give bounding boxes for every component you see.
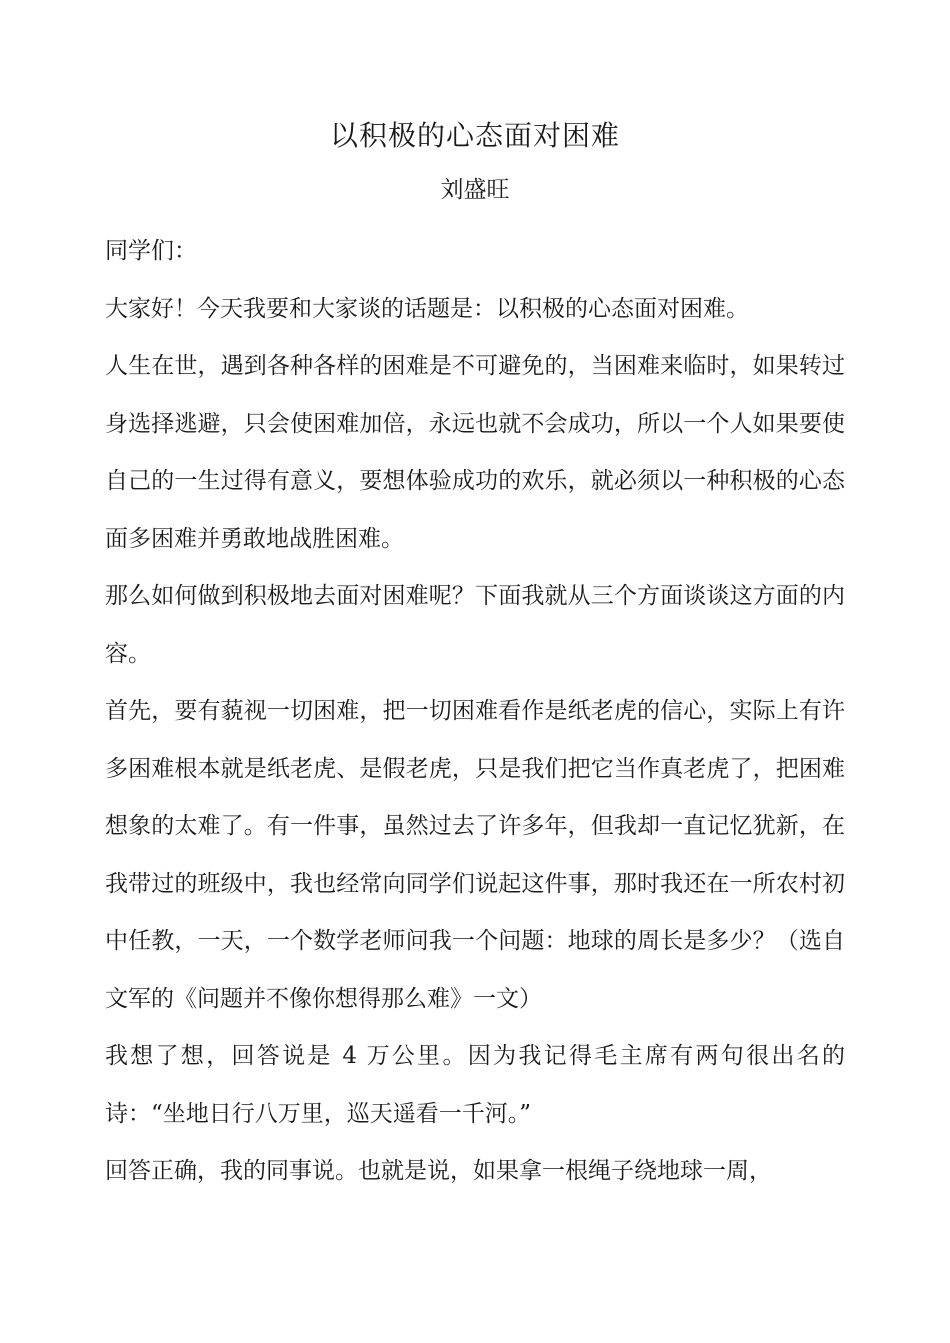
paragraph-answer: 我想了想，回答说是 4 万公里。因为我记得毛主席有两句很出名的诗：“坐地日行八万里，巡天遥看一千河。” <box>105 1043 845 1127</box>
document-author: 刘盛旺 <box>440 177 510 203</box>
paragraph-continuation: 回答正确，我的同事说。也就是说，如果拿一根绳子绕地球一周， <box>105 1158 772 1184</box>
paragraph-question: 那么如何做到积极地去面对困难呢？下面我就从三个方面谈谈这方面的内容。 <box>105 583 845 667</box>
paragraph-topic: 大家好！今天我要和大家谈的话题是：以积极的心态面对困难。 <box>105 295 749 322</box>
paragraph-greeting: 同学们： <box>105 238 197 264</box>
paragraph-intro: 人生在世，遇到各种各样的困难是不可避免的，当困难来临时，如果转过身选择逃避，只会使困难加倍，永远也就不会成功，所以一个人如果要使自己的一生过得有意义，要想体验成功的欢乐，就必须以一种积极的心态面多困难并勇敢地战胜困难。 <box>105 353 845 552</box>
paragraph-first-point: 首先，要有藐视一切困难，把一切困难看作是纸老虎的信心，实际上有许多困难根本就是纸老虎、是假老虎，只是我们把它当作真老虎了，把困难想象的太难了。有一件事，虽然过去了许多年，但我却一直记忆犹新，在我带过的班级中，我也经常向同学们说起这件事，那时我还在一所农村初中任教，一天，一个数学老师问我一个问题：地球的周长是多少？（选自文军的《问题并不像你想得那么难》一文） <box>105 698 845 1012</box>
document-title: 以积极的心态面对困难 <box>329 119 620 152</box>
document-body <box>105 223 845 1201</box>
